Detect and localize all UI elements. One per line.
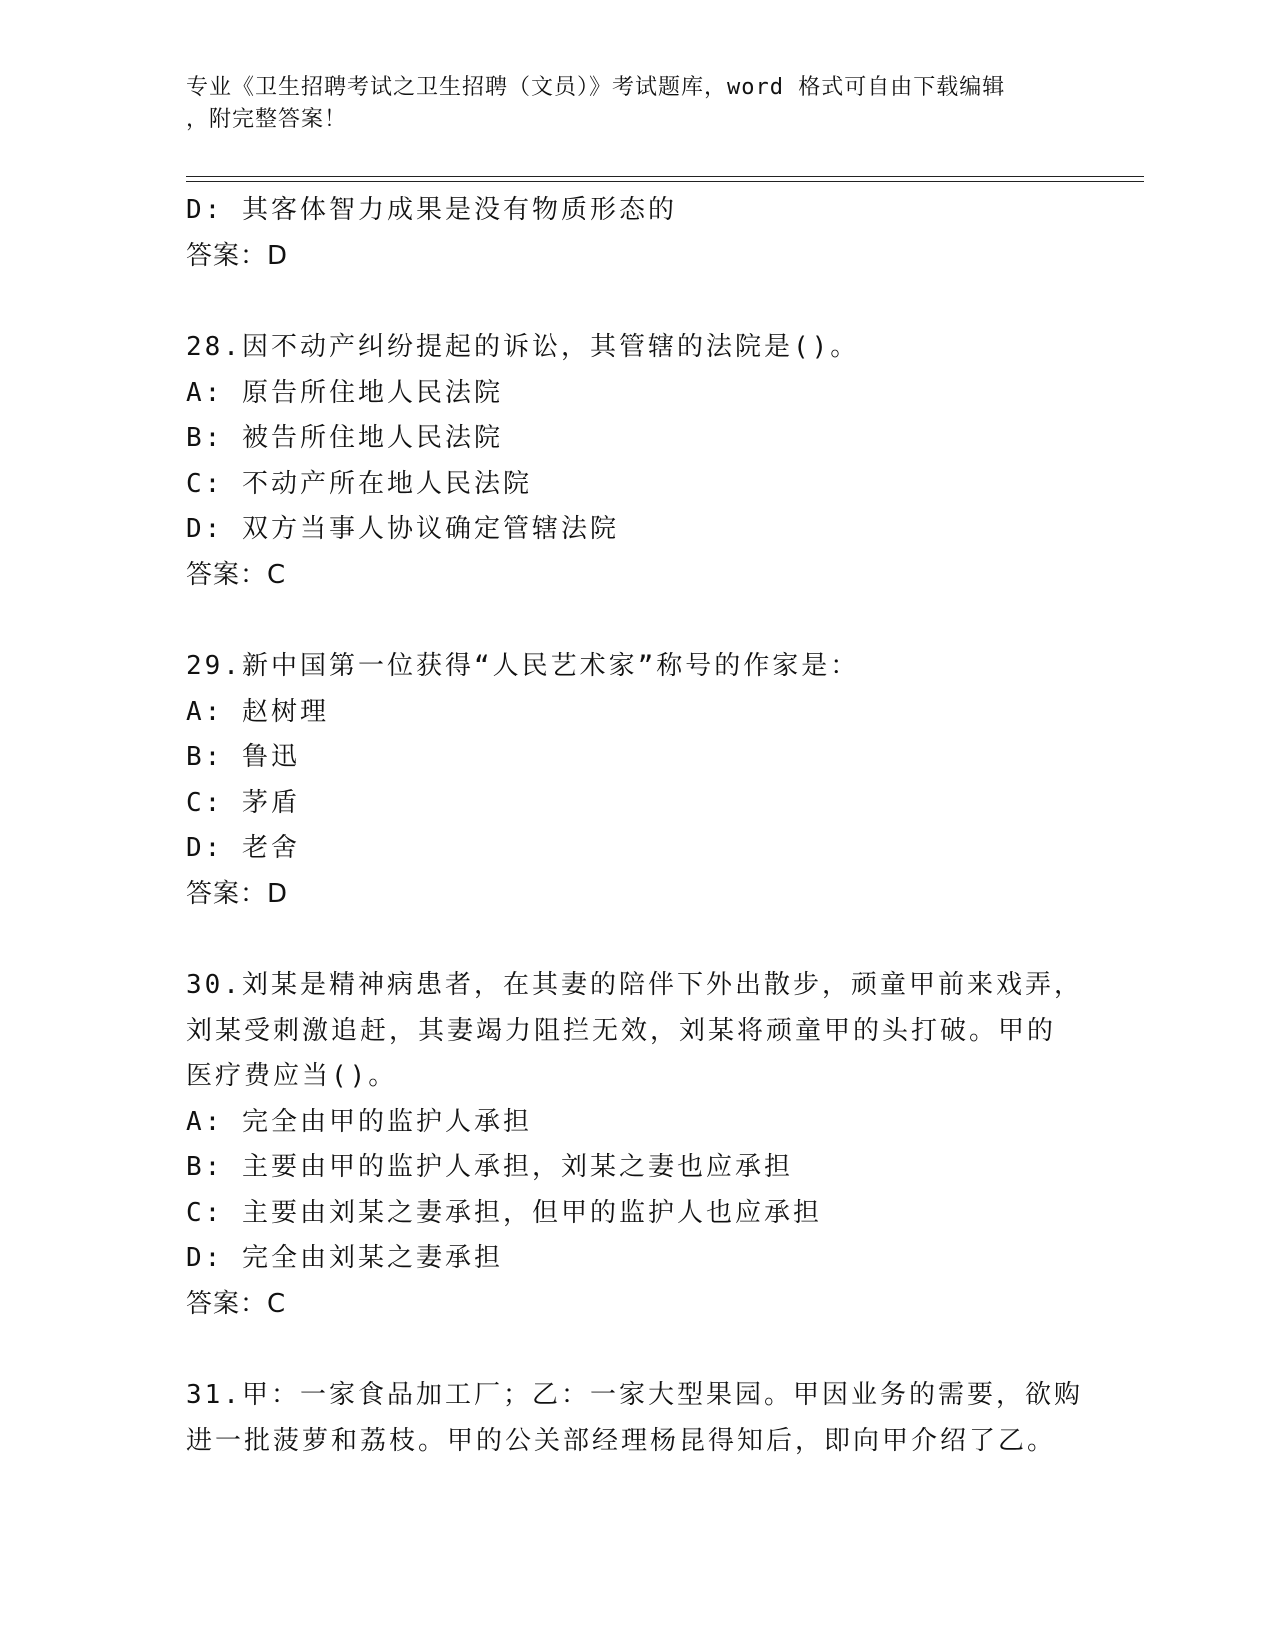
answer-text: 答案：C (186, 559, 287, 590)
header-divider-bottom (186, 181, 1144, 182)
header-line-2: ，附完整答案！ (186, 107, 348, 132)
question-stem-line-2: 进一批菠萝和荔枝。甲的公关部经理杨昆得知后，即向甲介绍了乙。 (186, 1425, 1057, 1456)
option-d: D: 老舍 (186, 833, 300, 863)
option-b: B: 被告所住地人民法院 (186, 423, 503, 453)
answer-text: 答案：D (186, 878, 289, 909)
question-29 (186, 644, 1106, 917)
question-stem-line-2: 刘某受刺激追赶，其妻竭力阻拦无效，刘某将顽童甲的头打破。甲的 (186, 1015, 1057, 1046)
document-header (186, 72, 1086, 136)
option-d: D: 双方当事人协议确定管辖法院 (186, 514, 619, 544)
option-c: C: 不动产所在地人民法院 (186, 468, 532, 499)
option-d: D: 完全由刘某之妻承担 (186, 1243, 503, 1273)
answer-text: 答案：D (186, 240, 289, 271)
question-stem-line-3: 医疗费应当()。 (186, 1061, 398, 1091)
question-28 (186, 325, 1106, 598)
header-divider-top (186, 176, 1144, 177)
question-stem-line-1: 31.甲：一家食品加工厂；乙：一家大型果园。甲因业务的需要，欲购 (186, 1380, 1083, 1410)
header-line-1: 专业《卫生招聘考试之卫生招聘（文员）》考试题库，word 格式可自由下载编辑 (186, 75, 1006, 100)
question-30 (186, 963, 1106, 1327)
option-d: D: 其客体智力成果是没有物质形态的 (186, 195, 677, 225)
question-27 (186, 188, 1106, 279)
option-c: C: 主要由刘某之妻承担，但甲的监护人也应承担 (186, 1197, 822, 1228)
option-b: B: 鲁迅 (186, 742, 300, 772)
question-list (186, 188, 1106, 1464)
option-a: A: 赵树理 (186, 696, 329, 727)
option-b: B: 主要由甲的监护人承担，刘某之妻也应承担 (186, 1152, 793, 1182)
question-stem: 29.新中国第一位获得“人民艺术家”称号的作家是： (186, 651, 860, 681)
question-31 (186, 1373, 1106, 1464)
option-a: A: 原告所住地人民法院 (186, 377, 503, 408)
question-stem: 28.因不动产纠纷提起的诉讼，其管辖的法院是()。 (186, 332, 860, 362)
answer-text: 答案：C (186, 1288, 287, 1319)
question-stem-line-1: 30.刘某是精神病患者，在其妻的陪伴下外出散步，顽童甲前来戏弄， (186, 970, 1083, 1000)
option-a: A: 完全由甲的监护人承担 (186, 1106, 532, 1137)
option-c: C: 茅盾 (186, 787, 300, 818)
